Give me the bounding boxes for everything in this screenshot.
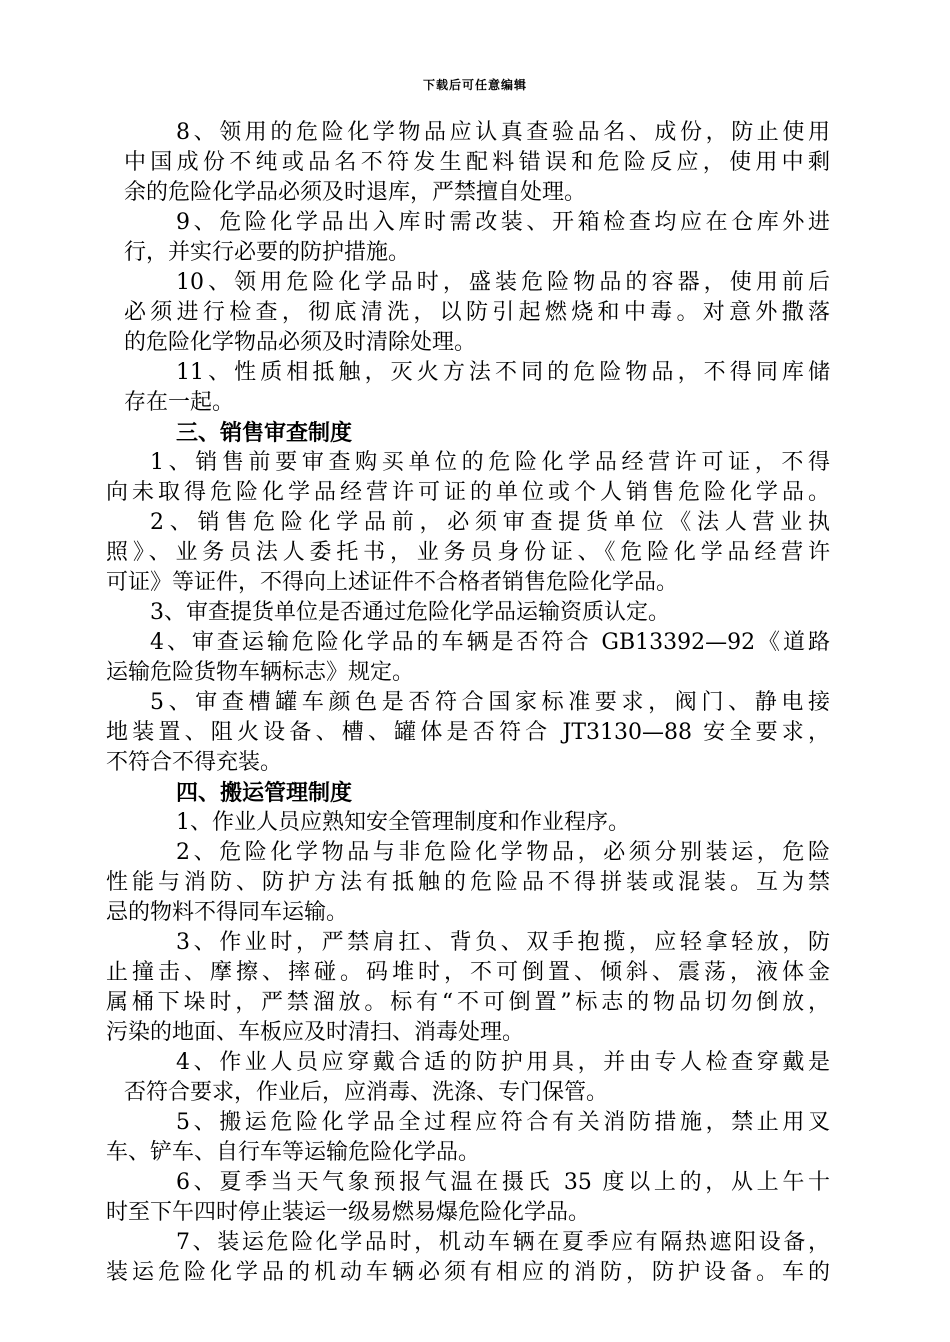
section-heading: 四、搬运管理制度 xyxy=(176,780,353,806)
text-line: 地装置、阻火设备、槽、罐体是否符合 JT3130—88 安全要求， xyxy=(106,720,830,745)
text-line: 4、审查运输危险化学品的车辆是否符合 GB13392—92《道路 xyxy=(150,630,830,655)
text-line: 运输危险货物车辆标志》规定。 xyxy=(106,660,415,685)
text-line: 6、夏季当天气象预报气温在摄氏 35 度以上的，从上午十 xyxy=(176,1170,830,1195)
text-line: 时至下午四时停止装运一级易燃易爆危险化学品。 xyxy=(106,1200,591,1225)
section-heading: 三、销售审查制度 xyxy=(176,420,353,446)
text-line: 1、销售前要审查购买单位的危险化学品经营许可证，不得 xyxy=(150,450,830,475)
text-line: 1、作业人员应熟知安全管理制度和作业程序。 xyxy=(176,810,630,835)
text-line: 存在一起。 xyxy=(124,390,235,415)
text-line: 8、领用的危险化学物品应认真查验品名、成份，防止使用 xyxy=(176,120,830,145)
text-line: 止撞击、摩擦、摔碰。码堆时，不可倒置、倾斜、震荡，液体金 xyxy=(106,960,830,985)
text-line: 否符合要求，作业后，应消毒、洗涤、专门保管。 xyxy=(124,1080,609,1105)
text-line: 性能与消防、防护方法有抵触的危险品不得拼装或混装。互为禁 xyxy=(106,870,830,895)
text-line: 余的危险化学品必须及时退库，严禁擅自处理。 xyxy=(124,180,587,205)
text-line: 3、审查提货单位是否通过危险化学品运输资质认定。 xyxy=(150,600,670,625)
text-line: 忌的物料不得同车运输。 xyxy=(106,900,349,925)
text-line: 装运危险化学品的机动车辆必须有相应的消防，防护设备。车的 xyxy=(106,1260,830,1285)
text-line: 2、销售危险化学品前，必须审查提货单位《法人营业执 xyxy=(150,510,830,535)
text-line: 不符合不得充装。 xyxy=(106,750,283,775)
text-line: 可证》等证件，不得向上述证件不合格者销售危险化学品。 xyxy=(106,570,679,595)
text-line: 4、作业人员应穿戴合适的防护用具，并由专人检查穿戴是 xyxy=(176,1050,830,1075)
text-line: 3、作业时，严禁肩扛、背负、双手抱揽，应轻拿轻放，防 xyxy=(176,930,830,955)
text-line: 10、领用危险化学品时，盛装危险物品的容器，使用前后 xyxy=(176,270,830,295)
text-line: 7、装运危险化学品时，机动车辆在夏季应有隔热遮阳设备， xyxy=(176,1230,830,1255)
text-line: 11、性质相抵触，灭火方法不同的危险物品，不得同库储 xyxy=(176,360,830,385)
text-line: 5、搬运危险化学品全过程应符合有关消防措施，禁止用叉 xyxy=(176,1110,830,1135)
text-line: 属桶下垛时，严禁溜放。标有“不可倒置”标志的物品切勿倒放， xyxy=(106,990,830,1015)
text-line: 污染的地面、车板应及时清扫、消毒处理。 xyxy=(106,1020,525,1045)
text-line: 2、危险化学物品与非危险化学物品，必须分别装运，危险 xyxy=(176,840,830,865)
text-line: 中国成份不纯或品名不符发生配料错误和危险反应，使用中剩 xyxy=(124,150,830,175)
document-body xyxy=(106,118,830,1288)
text-line: 向未取得危险化学品经营许可证的单位或个人销售危险化学品。 xyxy=(106,480,830,505)
text-line: 5、审查槽罐车颜色是否符合国家标准要求，阀门、静电接 xyxy=(150,690,830,715)
page-header: 下载后可任意编辑 xyxy=(422,78,527,92)
text-line: 的危险化学物品必须及时清除处理。 xyxy=(124,330,477,355)
text-line: 9、危险化学品出入库时需改装、开箱检查均应在仓库外进 xyxy=(176,210,830,235)
text-line: 必须进行检查，彻底清洗，以防引起燃烧和中毒。对意外撒落 xyxy=(124,300,830,325)
text-line: 行，并实行必要的防护措施。 xyxy=(124,240,411,265)
text-line: 车、铲车、自行车等运输危险化学品。 xyxy=(106,1140,481,1165)
text-line: 照》、业务员法人委托书，业务员身份证、《危险化学品经营许 xyxy=(106,540,830,565)
